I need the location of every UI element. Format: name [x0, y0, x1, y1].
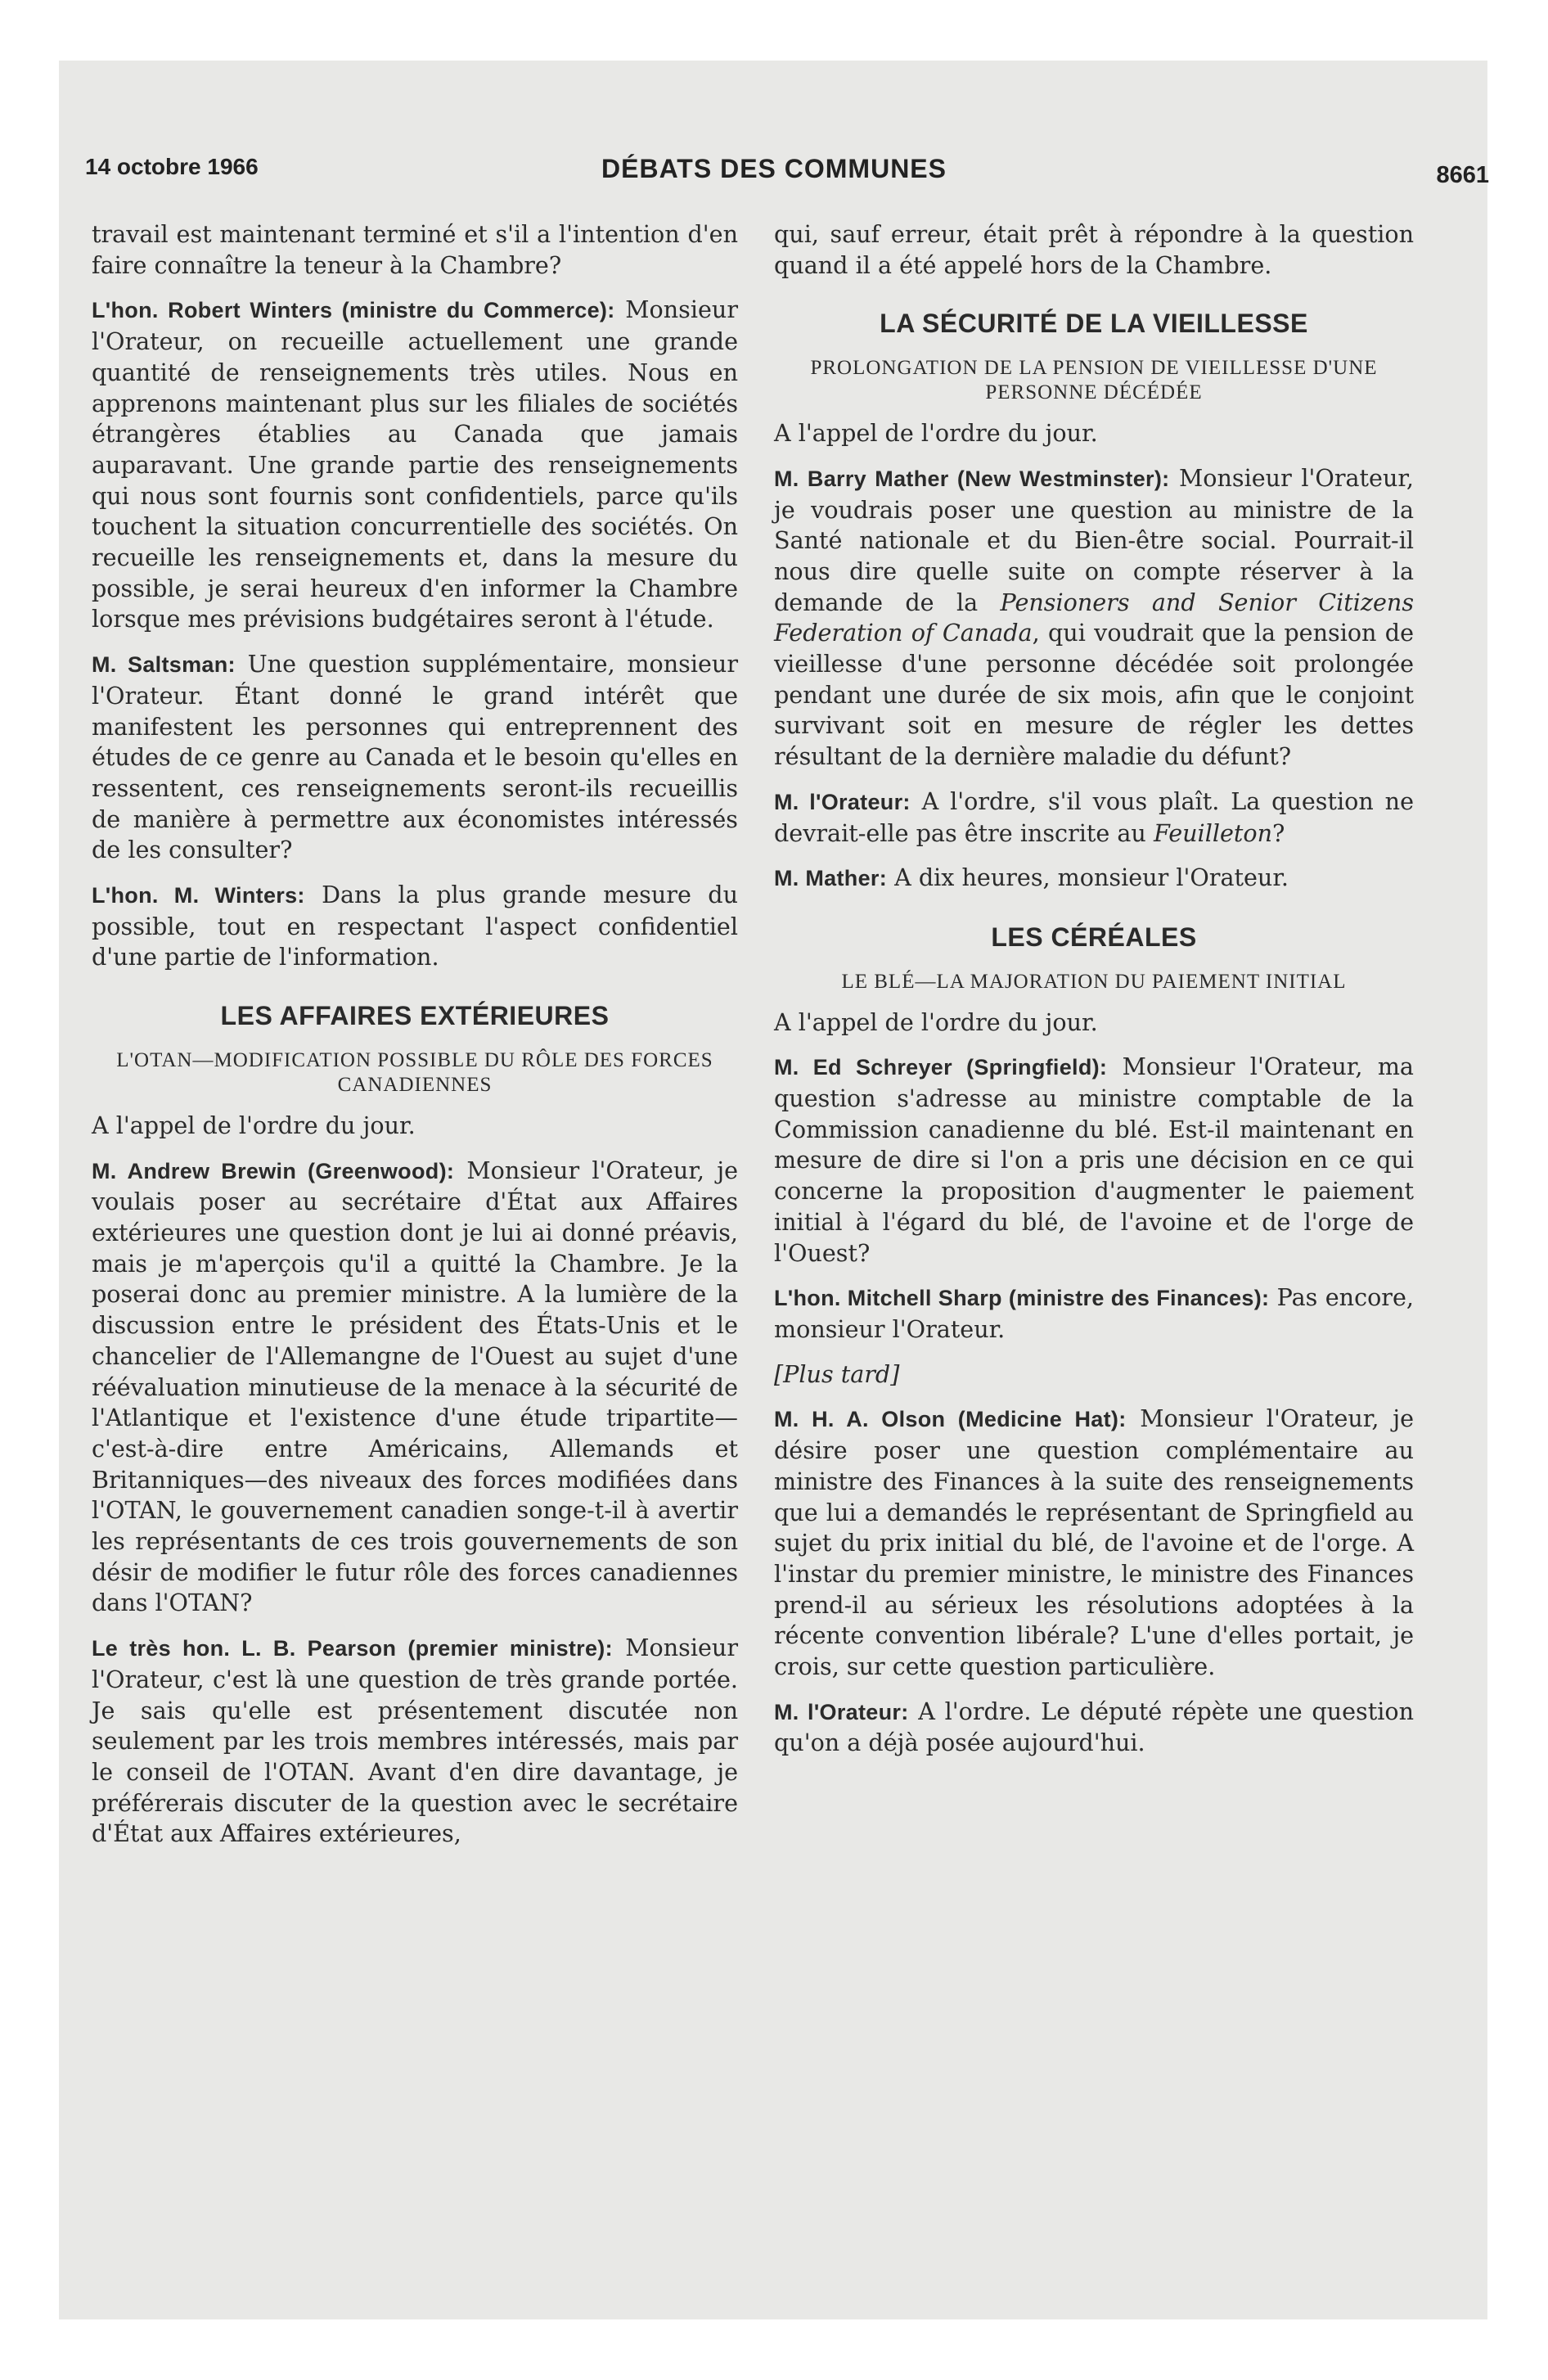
paragraph	[774, 1282, 1414, 1345]
section-heading: LES CÉRÉALES	[991, 922, 1197, 952]
paragraph	[774, 1052, 1414, 1269]
right-column	[774, 219, 1414, 1773]
speech: Monsieur l'Orateur, ma question s'adresse au ministre comptable de la Commission canadienne du blé. Est-il maintenant en mesure de dire si l'on a pris une décision en ce qui concerne la proposition d'augmenter le paiement initial à l'égard du blé, de l'avoine et de l'orge de l'Ouest?	[774, 1053, 1414, 1267]
speaker: M. Saltsman:	[92, 652, 236, 678]
paragraph	[92, 1156, 738, 1620]
speech: Monsieur l'Orateur, je désire poser une question complémentaire au ministre des Finances à la suite des renseignements que lui a demandés le représentant de Springfield au sujet du prix initial du blé, de l'avoine et de l'orge. A l'instar du premier ministre, le ministre des Finances prend-il au sérieux les résolutions adoptées à la récente convention libérale? L'une d'elles portait, je crois, sur cette question particulière.	[774, 1404, 1414, 1681]
speaker: M. l'Orateur:	[774, 1699, 909, 1724]
speaker: M. H. A. Olson (Medicine Hat):	[774, 1407, 1127, 1432]
page-number: 8661	[1436, 162, 1489, 188]
paragraph	[774, 787, 1414, 849]
paragraph: A l'appel de l'ordre du jour.	[774, 1007, 1098, 1036]
speech: Monsieur l'Orateur, on recueille actuellement une grande quantité de renseignements très utiles. Nous en apprenons maintenant plus sur les filiales de sociétés étrangères établies au Canada que jamais auparavant. Une grande partie des renseignements qui nous sont fournis sont confidentiels, parce qu'ils touchent la situation concurrentielle des sociétés. On recueille les renseignements et, dans la mesure du possible, je serai heureux d'en informer la Chambre lorsque mes prévisions budgétaires seront à l'étude.	[92, 295, 738, 633]
speech: A l'ordre. Le député répète une question qu'on a déjà posée aujourd'hui.	[774, 1697, 1415, 1757]
speech: A dix heures, monsieur l'Orateur.	[887, 863, 1289, 892]
speech: Dans la plus grande mesure du possible, tout en respectant l'aspect confidentiel d'une partie de l'information.	[92, 881, 738, 971]
speech: ?	[1272, 818, 1285, 847]
speech: Monsieur l'Orateur, c'est là une question de très grande portée. Je sais qu'elle est présentement discutée non seulement par les trois membres intéressés, mais par le conseil de l'OTAN. Avant d'en dire davantage, je préférerais discuter de la question avec le secrétaire d'État aux Affaires extérieures,	[92, 1634, 738, 1848]
speaker: Le très hon. L. B. Pearson (premier ministre):	[92, 1636, 613, 1661]
paragraph	[774, 1697, 1414, 1759]
header-date: 14 octobre 1966	[85, 154, 259, 179]
section-subheading: L'OTAN—MODIFICATION POSSIBLE DU RÔLE DES FORCES CANADIENNES	[116, 1048, 713, 1096]
speech: Monsieur l'Orateur, je voulais poser au secrétaire d'État aux Affaires extérieures une question dont je lui ai donné préavis, mais je m'aperçois qu'il a quitté la Chambre. Je la poserai donc au premier ministre. A la lumière de la discussion entre le président des États-Unis et le chancelier de l'Allemangne de l'Ouest au sujet d'une réévaluation minutieuse de la menace à la sécurité de l'Atlantique et l'existence d'une étude tripartite—c'est-à-dire entre Américains, Allemands et Britanniques—des niveaux des forces modifiées dans l'OTAN, le gouvernement canadien songe-t-il à avertir les représentants de ces trois gouvernements de son désir de modifier le futur rôle des forces canadiennes dans l'OTAN?	[92, 1156, 738, 1617]
speech: Monsieur l'Orateur, je voudrais poser une question au ministre de la Santé nationale et du Bien-être social. Pourrait-il nous dire quelle suite on compte réserver à la demande de la	[774, 463, 1414, 616]
speaker: M. Ed Schreyer (Springfield):	[774, 1055, 1108, 1080]
paragraph	[774, 463, 1414, 773]
italic-title: Pensioners and Senior Citizens Federation of Canada	[774, 588, 1415, 647]
stage-note: [Plus tard]	[774, 1359, 900, 1388]
paragraph	[774, 1404, 1414, 1682]
speech: , qui voudrait que la pension de vieillesse d'une personne décédée soit prolongée pendant une durée de six mois, afin que le conjoint survivant soit en mesure de régler les dettes résultant de la dernière maladie du défunt?	[774, 619, 1415, 771]
paragraph	[92, 649, 738, 866]
speaker: L'hon. Mitchell Sharp (ministre des Finances):	[774, 1286, 1270, 1311]
speaker: M. Andrew Brewin (Greenwood):	[92, 1158, 455, 1183]
paragraph	[92, 880, 738, 973]
paragraph	[92, 295, 738, 635]
speaker: L'hon. Robert Winters (ministre du Commerce):	[92, 298, 615, 323]
italic-title: Feuilleton	[1153, 818, 1273, 847]
header-title: DÉBATS DES COMMUNES	[601, 154, 947, 183]
section-subheading: PROLONGATION DE LA PENSION DE VIEILLESSE D'UNE PERSONNE DÉCÉDÉE	[810, 357, 1378, 404]
speaker: M. l'Orateur:	[774, 789, 911, 814]
speech: Une question supplémentaire, monsieur l'Orateur. Étant donné le grand intérêt que manifestent les personnes qui entreprennent des études de ce genre au Canada et le besoin qu'elles en ressentent, ces renseignements seront-ils recueillis de manière à permettre aux économistes intéressés de les consulter?	[92, 650, 738, 864]
section-heading: LA SÉCURITÉ DE LA VIEILLESSE	[880, 309, 1308, 339]
section-subheading: LE BLÉ—LA MAJORATION DU PAIEMENT INITIAL	[841, 970, 1347, 993]
speaker: M. Barry Mather (New Westminster):	[774, 466, 1170, 491]
paragraph: qui, sauf erreur, était prêt à répondre à la question quand il a été appelé hors de la Chambre.	[774, 220, 1414, 279]
speaker: M. Mather:	[774, 866, 887, 891]
paragraph: travail est maintenant terminé et s'il a l'intention d'en faire connaître la teneur à la Chambre?	[92, 220, 738, 279]
left-column	[92, 219, 738, 1864]
speech: A l'ordre, s'il vous plaît. La question ne devrait-elle pas être inscrite au	[774, 787, 1414, 847]
speaker: L'hon. M. Winters:	[92, 883, 305, 908]
paragraph	[92, 1633, 738, 1850]
section-heading: LES AFFAIRES EXTÉRIEURES	[220, 1001, 610, 1031]
paragraph: A l'appel de l'ordre du jour.	[92, 1111, 416, 1139]
speech: Pas encore, monsieur l'Orateur.	[774, 1283, 1414, 1343]
paragraph: A l'appel de l'ordre du jour.	[774, 419, 1098, 448]
paragraph	[774, 863, 1414, 895]
